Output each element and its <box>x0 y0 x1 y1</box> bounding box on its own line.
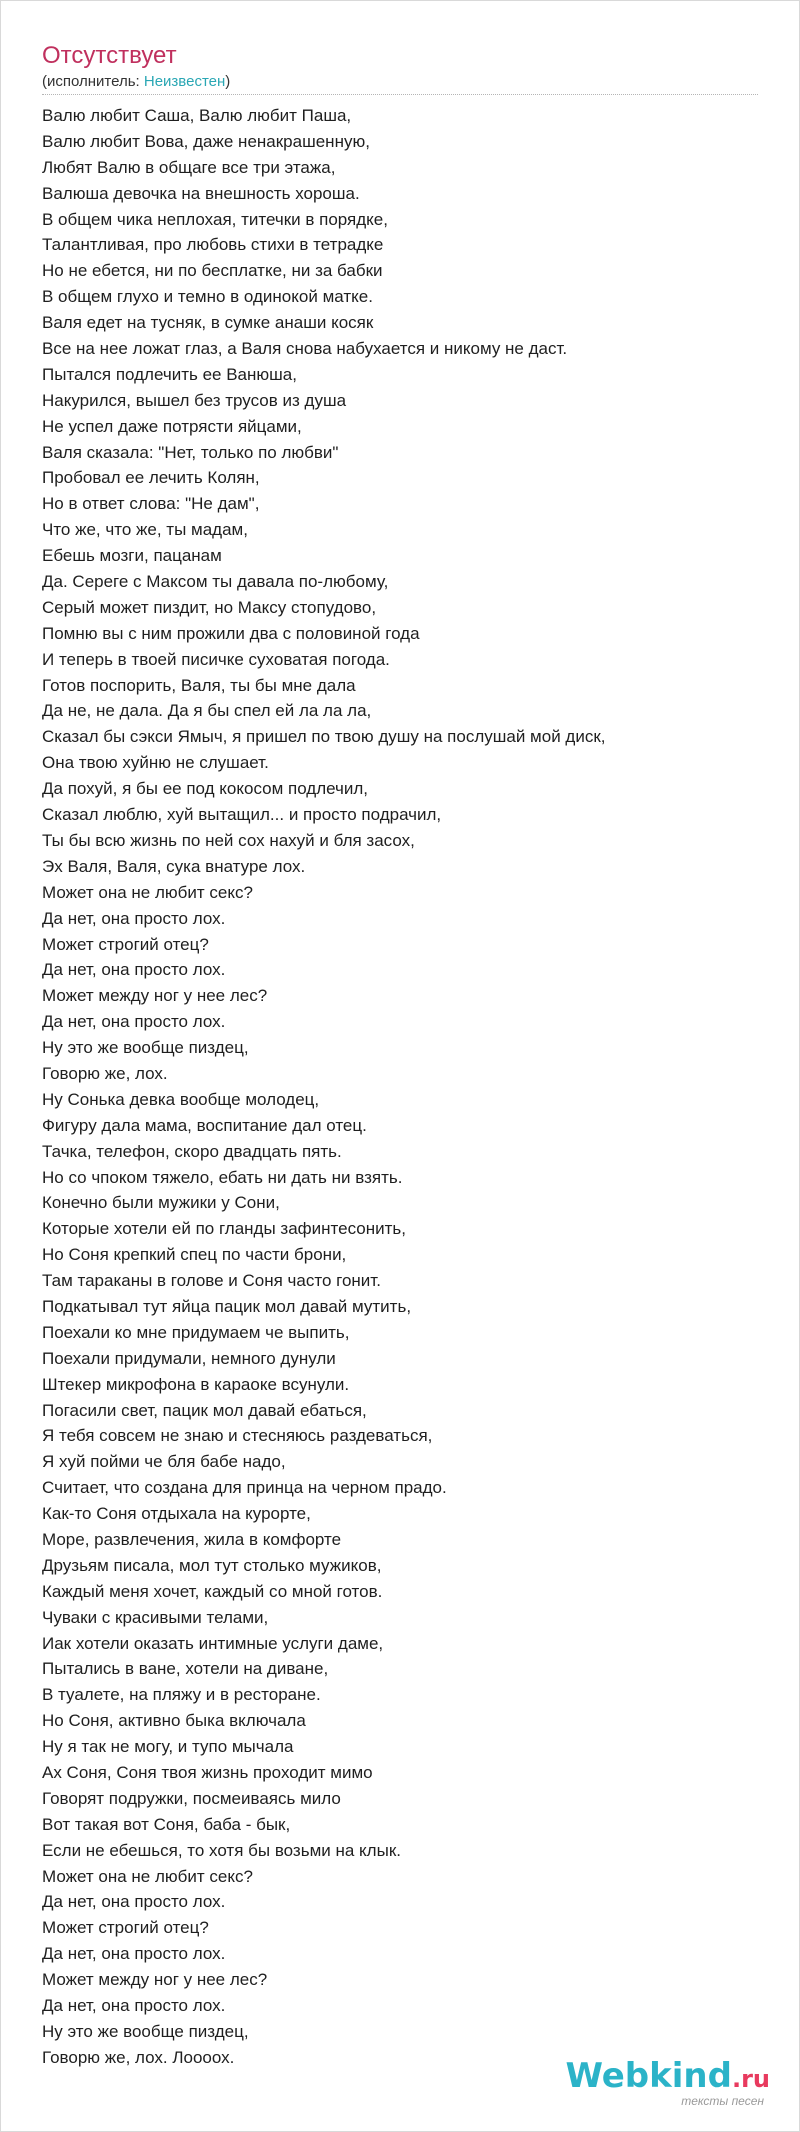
logo-name: Webkind <box>565 2056 732 2096</box>
title-divider <box>42 94 758 95</box>
artist-line <box>42 72 230 92</box>
lyric-line: Штекер микрофона в караоке всунули. <box>42 1374 350 1394</box>
lyric-line: Ну Сонька девка вообще молодец, <box>42 1089 320 1109</box>
lyric-line: И теперь в твоей писичке суховатая погода. <box>42 649 390 669</box>
lyric-line: Говорю же, лох. Лоооох. <box>42 2047 235 2067</box>
lyric-line: Сказал бы сэкси Ямыч, я пришел по твою душу на послушай мой диск, <box>42 727 606 747</box>
lyric-line: Ах Соня, Соня твоя жизнь проходит мимо <box>42 1763 373 1782</box>
lyric-line: Валю любит Саша, Валю любит Паша, <box>42 106 352 125</box>
lyric-line: В общем глухо и темно в одинокой матке. <box>42 287 373 307</box>
lyric-line: Пытались в ване, хотели на диване, <box>42 1659 329 1679</box>
webkind-logo <box>565 2056 770 2099</box>
lyric-line: Да. Сереге с Максом ты давала по-любому, <box>42 572 389 592</box>
lyric-line: Которые хотели ей по гланды зафинтесонить, <box>42 1219 406 1239</box>
lyric-line: Пытался подлечить ее Ванюша, <box>42 364 297 384</box>
lyric-line: Валя сказала: "Нет, только по любви" <box>42 442 339 462</box>
lyric-line: Накурился, вышел без трусов из душа <box>42 390 347 410</box>
lyric-line: В общем чика неплохая, титечки в порядке, <box>42 209 388 229</box>
lyric-line: Может она не любит секс? <box>42 1866 253 1886</box>
logo-subtitle: тексты песен <box>681 2094 764 2108</box>
lyric-line: Подкатывал тут яйца пацик мол давай мутить, <box>42 1296 412 1316</box>
lyric-line: Да не, не дала. Да я бы спел ей ла ла ла, <box>42 701 372 721</box>
lyric-line: Любят Валю в общаге все три этажа, <box>42 157 336 177</box>
lyric-line: Иак хотели оказать интимные услуги даме, <box>42 1633 384 1653</box>
lyric-line: Пробовал ее лечить Колян, <box>42 468 260 488</box>
artist-link[interactable]: Неизвестен <box>143 73 226 90</box>
lyric-line: Вот такая вот Соня, баба - бык, <box>42 1814 291 1834</box>
lyric-line: Я хуй пойми че бля бабе надо, <box>42 1452 286 1472</box>
lyric-line: Чуваки с красивыми телами, <box>42 1607 269 1627</box>
lyric-line: Может строгий отец? <box>42 1918 209 1938</box>
lyric-line: Да похуй, я бы ее под кокосом подлечил, <box>42 779 369 799</box>
lyric-line: Валя едет на тусняк, в сумке анаши косяк <box>42 313 374 333</box>
lyric-line: Ну это же вообще пиздец, <box>42 1038 249 1058</box>
lyric-line: Помню вы с ним прожили два с половиной года <box>42 623 420 643</box>
lyric-line: Как-то Соня отдыхала на курорте, <box>42 1504 311 1524</box>
lyric-line: Друзьям писала, мол тут столько мужиков, <box>42 1555 382 1575</box>
lyric-line: Не успел даже потрясти яйцами, <box>42 416 302 436</box>
lyric-line: В туалете, на пляжу и в ресторане. <box>42 1685 321 1705</box>
lyric-line: Море, развлечения, жила в комфорте <box>42 1529 342 1549</box>
logo-tld: .ru <box>731 2065 770 2093</box>
lyric-line: Ебешь мозги, пацанам <box>42 546 222 566</box>
lyric-line: Но в ответ слова: "Не дам", <box>42 494 260 514</box>
song-title: Отсутствует <box>42 42 177 69</box>
lyric-line: Считает, что создана для принца на черном прадо. <box>42 1478 447 1498</box>
lyric-line: Я тебя совсем не знаю и стесняюсь раздеваться, <box>42 1426 433 1446</box>
lyric-line: Валю любит Вова, даже ненакрашенную, <box>42 131 370 151</box>
lyric-line: Тачка, телефон, скоро двадцать пять. <box>42 1141 342 1161</box>
lyric-line: Но Соня крепкий спец по части брони, <box>42 1245 347 1265</box>
lyric-line: Ну я так не могу, и тупо мычала <box>42 1737 294 1757</box>
lyric-line: Ты бы всю жизнь по ней сох нахуй и бля засох, <box>42 830 415 850</box>
lyric-line: Да нет, она просто лох. <box>42 960 226 980</box>
artist-prefix: (исполнитель: <box>42 73 144 90</box>
site-watermark <box>565 2056 770 2112</box>
lyric-line: Все на нее ложат глаз, а Валя снова набухается и никому не даст. <box>42 339 568 359</box>
lyric-line: Говорят подружки, посмеиваясь мило <box>42 1788 341 1808</box>
lyric-line: Да нет, она просто лох. <box>42 1996 226 2016</box>
lyric-line: Она твою хуйню не слушает. <box>42 753 269 773</box>
lyric-line: Если не ебешься, то хотя бы возьми на клык. <box>42 1840 401 1860</box>
lyric-line: Сказал люблю, хуй вытащил... и просто подрачил, <box>42 805 442 825</box>
lyric-line: Каждый меня хочет, каждый со мной готов. <box>42 1581 383 1601</box>
lyric-line: Но Соня, активно быка включала <box>42 1711 306 1731</box>
lyric-line: Валюша девочка на внешность хороша. <box>42 183 360 203</box>
lyric-line: Фигуру дала мама, воспитание дал отец. <box>42 1115 367 1135</box>
lyric-line: Да нет, она просто лох. <box>42 1012 226 1032</box>
lyric-line: Может она не любит секс? <box>42 882 253 902</box>
lyric-line: Да нет, она просто лох. <box>42 1892 226 1912</box>
lyric-line: Серый может пиздит, но Максу стопудово, <box>42 597 377 617</box>
lyric-line: Но со чпоком тяжело, ебать ни дать ни взять. <box>42 1167 403 1187</box>
artist-suffix: ) <box>225 73 231 90</box>
lyric-line: Конечно были мужики у Сони, <box>42 1193 280 1213</box>
lyric-line: Может строгий отец? <box>42 934 209 954</box>
lyric-line: Да нет, она просто лох. <box>42 908 226 928</box>
lyric-line: Погасили свет, пацик мол давай ебаться, <box>42 1400 367 1420</box>
lyric-line: Эх Валя, Валя, сука внатуре лох. <box>42 856 306 876</box>
lyric-line: Поехали ко мне придумаем че выпить, <box>42 1322 350 1342</box>
lyric-line: Да нет, она просто лох. <box>42 1944 226 1964</box>
lyric-line: Талантливая, про любовь стихи в тетрадке <box>42 235 384 255</box>
lyric-line: Готов поспорить, Валя, ты бы мне дала <box>42 675 356 695</box>
lyric-line: Но не ебется, ни по бесплатке, ни за бабки <box>42 261 383 281</box>
lyric-line: Ну это же вообще пиздец, <box>42 2021 249 2041</box>
lyric-line: Может между ног у нее лес? <box>42 986 268 1006</box>
lyrics-body <box>42 103 758 2071</box>
lyric-line: Поехали придумали, немного дунули <box>42 1348 336 1368</box>
lyric-line: Может между ног у нее лес? <box>42 1970 268 1990</box>
lyric-line: Там тараканы в голове и Соня часто гонит. <box>42 1271 381 1291</box>
lyric-line: Говорю же, лох. <box>42 1063 168 1083</box>
lyric-line: Что же, что же, ты мадам, <box>42 520 248 540</box>
